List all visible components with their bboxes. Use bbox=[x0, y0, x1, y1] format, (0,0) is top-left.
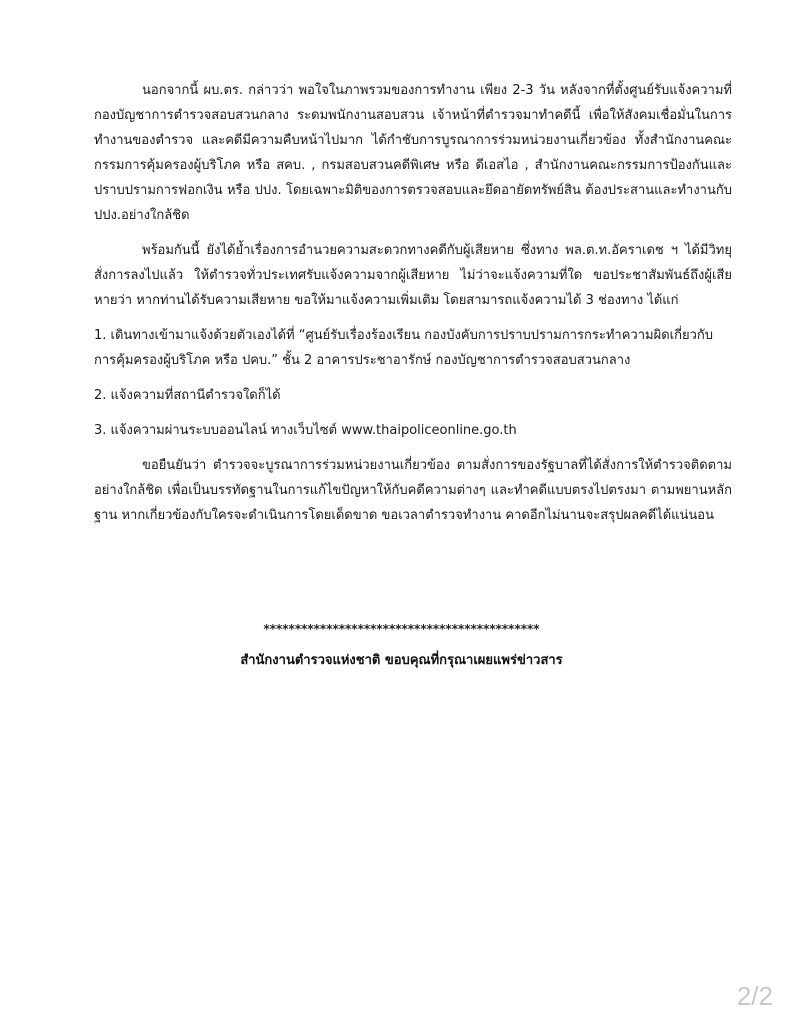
list-item-channel-1: 1. เดินทางเข้ามาแจ้งด้วยตัวเองได้ที่ “ศูนย์รับเรื่องร้องเรียน กองบังคับการปราบปรามการกระทำความผิดเกี่ยวกับการคุ้มครองผู้บริโภค หรือ ปคบ.” ชั้น 2 อาคารประชาอารักษ์ กองบัญชาการตำรวจสอบสวนกลาง bbox=[94, 328, 714, 368]
page-number: 2/2 bbox=[736, 981, 773, 1011]
asterisk-divider: ******************************************** bbox=[263, 622, 540, 636]
footer-acknowledgement: สำนักงานตำรวจแห่งชาติ ขอบคุณที่กรุณาเผยแพร่ข่าวสาร bbox=[240, 653, 563, 668]
document-body bbox=[94, 78, 732, 538]
paragraph-closing-statement: ขอยืนยันว่า ตำรวจจะบูรณาการร่วมหน่วยงานเกี่ยวข้อง ตามสั่งการของรัฐบาลที่ได้สั่งการให้ตำรวจติดตามอย่างใกล้ชิด เพื่อเป็นบรรทัดฐานในการแก้ไขปัญหาให้กับคดีความต่างๆ และทำคดีแบบตรงไปตรงมา ตามพยานหลักฐาน หากเกี่ยวข้องกับใครจะดำเนินการโดยเด็ดขาด ขอเวลาตำรวจทำงาน คาดอีกไม่นานจะสรุปผลคดีได้แน่นอน bbox=[94, 458, 732, 523]
list-item-channel-2: 2. แจ้งความที่สถานีตำรวจใดก็ได้ bbox=[94, 388, 281, 403]
paragraph-victim-assistance: พร้อมกันนี้ ยังได้ย้ำเรื่องการอำนวยความสะดวกทางคดีกับผู้เสียหาย ซึ่งทาง พล.ต.ท.อัคราเดช ฯ ได้มีวิทยุสั่งการลงไปแล้ว ให้ตำรวจทั่วประเทศรับแจ้งความจากผู้เสียหาย ไม่ว่าจะแจ้งความที่ใด ขอประชาสัมพันธ์ถึงผู้เสียหายว่า หากท่านได้รับความเสียหาย ขอให้มาแจ้งความเพิ่มเติม โดยสามารถแจ้งความได้ 3 ช่องทาง ได้แก่ bbox=[94, 243, 732, 308]
list-item-channel-3: 3. แจ้งความผ่านระบบออนไลน์ ทางเว็บไซต์ www.thaipoliceonline.go.th bbox=[94, 423, 517, 438]
paragraph-commissioner-statement: นอกจากนี้ ผบ.ตร. กล่าวว่า พอใจในภาพรวมของการทำงาน เพียง 2-3 วัน หลังจากที่ตั้งศูนย์รับแจ้งความที่กองบัญชาการตำรวจสอบสวนกลาง ระดมพนักงานสอบสวน เจ้าหน้าที่ตำรวจมาทำคดีนี้ เพื่อให้สังคมเชื่อมั่นในการทำงานของตำรวจ และคดีมีความคืบหน้าไปมาก ได้กำชับการบูรณาการร่วมหน่วยงานเกี่ยวข้อง ทั้งสำนักงานคณะกรรมการคุ้มครองผู้บริโภค หรือ สคบ. , กรมสอบสวนคดีพิเศษ หรือ ดีเอสไอ , สำนักงานคณะกรรมการป้องกันและปราบปรามการฟอกเงิน หรือ ปปง. โดยเฉพาะมิติของการตรวจสอบและยึดอายัดทรัพย์สิน ต้องประสานและทำงานกับ ปปง.อย่างใกล้ชิด bbox=[94, 83, 732, 223]
